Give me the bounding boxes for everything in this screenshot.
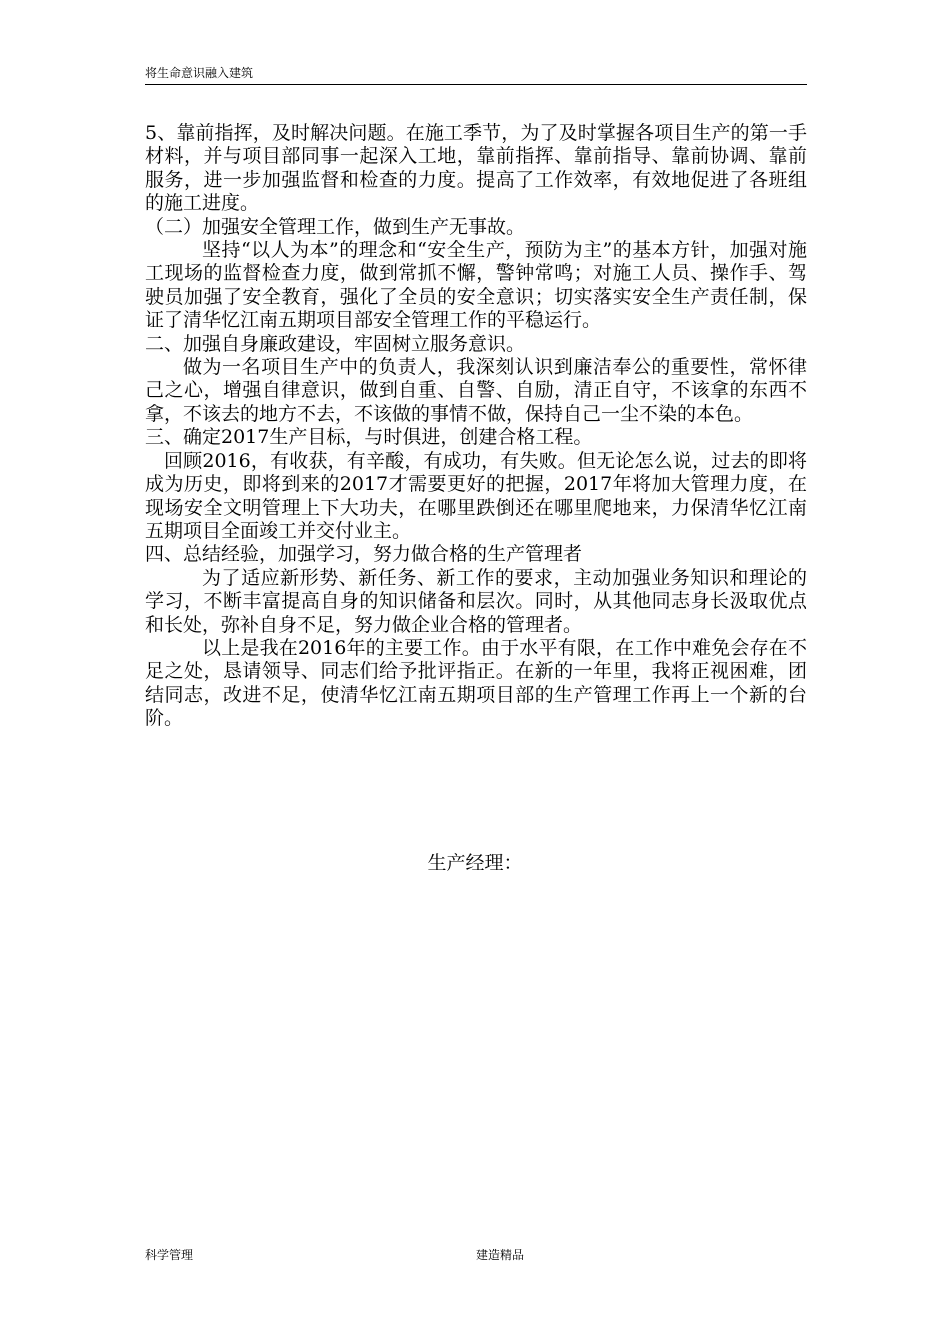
section-heading-goals: 三、确定2017生产目标，与时俱进，创建合格工程。: [145, 426, 593, 449]
section-heading-safety: （二）加强安全管理工作，做到生产无事故。: [145, 215, 526, 238]
section-heading-integrity: 二、加强自身廉政建设，牢固树立服务意识。: [145, 332, 526, 355]
paragraph-item-5: 5、靠前指挥，及时解决问题。在施工季节，为了及时掌握各项目生产的第一手材料，并与项目部同事一起深入工地，靠前指挥、靠前指导、靠前协调、靠前服务，进一步加强监督和检查的力度。提高了工作效率，有效地促进了各班组的施工进度。: [145, 122, 807, 215]
section-heading-learning: 四、总结经验，加强学习，努力做合格的生产管理者: [145, 543, 583, 566]
paragraph-goals: 回顾2016，有收获，有辛酸，有成功，有失败。但无论怎么说，过去的即将成为历史，即将到来的2017才需要更好的把握，2017年将加大管理力度，在现场安全文明管理上下大功夫，在哪里跌倒还在哪里爬地来，力保清华忆江南五期项目全面竣工并交付业主。: [145, 449, 807, 542]
paragraph-conclusion: 以上是我在2016年的主要工作。由于水平有限，在工作中难免会存在不足之处，恳请领导、同志们给予批评指正。在新的一年里，我将正视困难，团结同志，改进不足，使清华忆江南五期项目部的生产管理工作再上一个新的台阶。: [145, 636, 807, 730]
footer-left-text: 科学管理: [145, 1248, 194, 1262]
page-header-title: 将生命意识融入建筑: [145, 66, 254, 80]
footer-right-text: 建造精品: [476, 1248, 525, 1262]
header-divider: [145, 84, 807, 85]
paragraph-learning: 为了适应新形势、新任务、新工作的要求，主动加强业务知识和理论的学习，不断丰富提高自身的知识储备和层次。同时，从其他同志身长汲取优点和长处，弥补自身不足，努力做企业合格的管理者。: [145, 566, 807, 636]
paragraph-integrity: 做为一名项目生产中的负责人，我深刻认识到廉洁奉公的重要性，常怀律己之心，增强自律意识，做到自重、自警、自励，清正自守，不该拿的东西不拿，不该去的地方不去，不该做的事情不做，保持自己一尘不染的本色。: [145, 356, 807, 425]
document-body: [145, 122, 807, 731]
signature-label: 生产经理：: [427, 852, 523, 874]
paragraph-safety: 坚持“以人为本”的理念和“安全生产，预防为主”的基本方针，加强对施工现场的监督检查力度，做到常抓不懈，警钟常鸣；对施工人员、操作手、驾驶员加强了安全教育，强化了全员的安全意识；切实落实安全生产责任制，保证了清华忆江南五期项目部安全管理工作的平稳运行。: [145, 239, 807, 332]
